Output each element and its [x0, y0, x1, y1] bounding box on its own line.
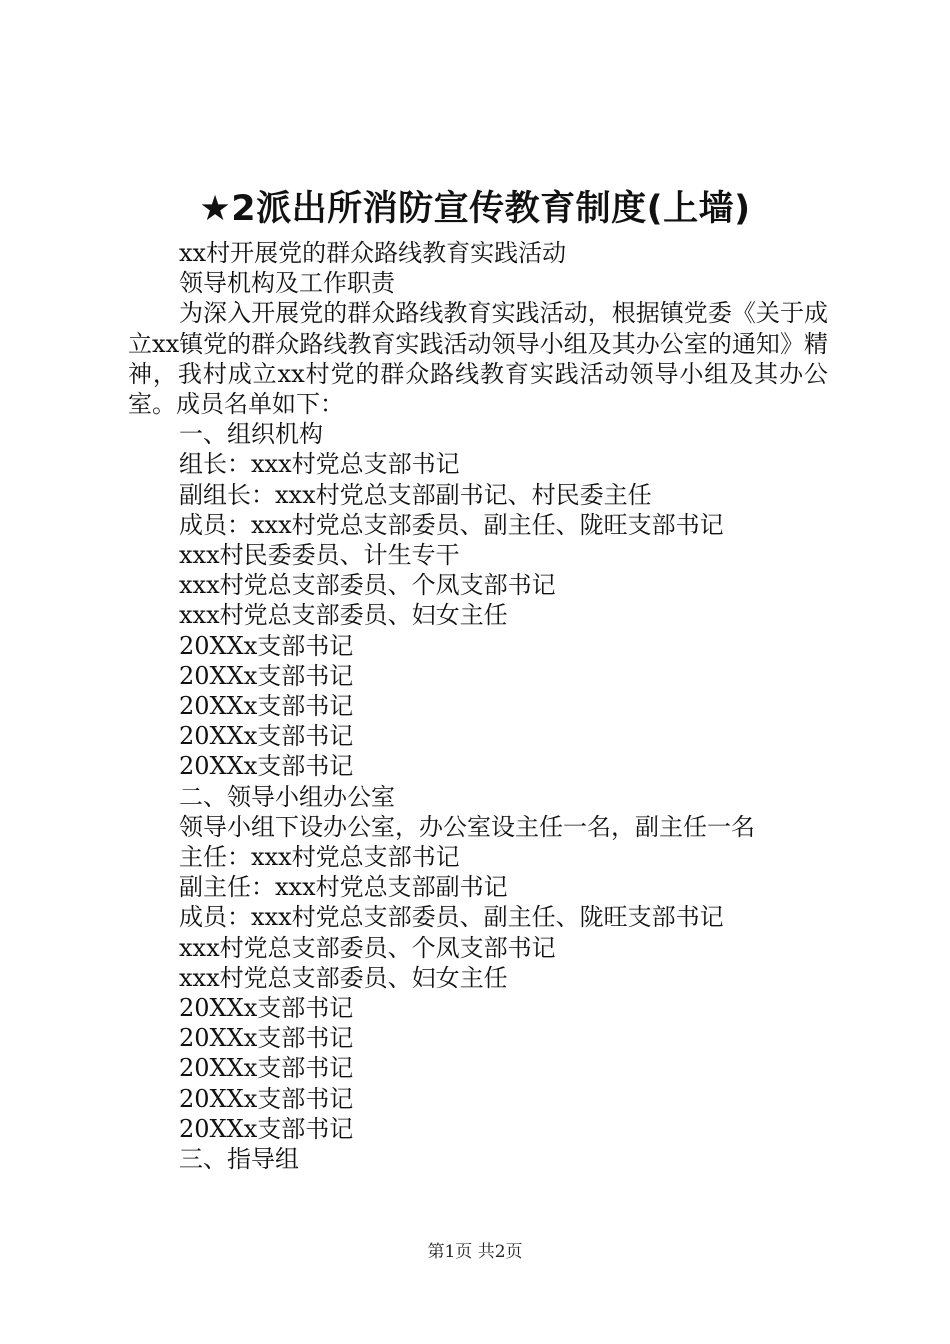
text-line: xxx村党总支部委员、妇女主任 [179, 601, 508, 630]
text-line: 20XXx支部书记 [179, 631, 354, 660]
text-line: xxx村党总支部委员、妇女主任 [179, 963, 508, 992]
text-line: xxx村党总支部委员、个凤支部书记 [179, 571, 556, 600]
text-line: 20XXx支部书记 [179, 1054, 354, 1083]
text-line: 主任：xxx村党总支部书记 [179, 843, 460, 872]
text-line: 20XXx支部书记 [179, 722, 354, 751]
page-footer: 第1页 共2页 [427, 1242, 523, 1262]
text-line: 领导机构及工作职责 [179, 269, 395, 298]
text-line: 20XXx支部书记 [179, 1024, 354, 1053]
text-line: 组长：xxx村党总支部书记 [179, 450, 460, 479]
text-line: 20XXx支部书记 [179, 1114, 354, 1143]
text-line: 成员：xxx村党总支部委员、副主任、陇旺支部书记 [179, 510, 724, 539]
text-line: 副主任：xxx村党总支部副书记 [179, 873, 508, 902]
text-line: 20XXx支部书记 [179, 661, 354, 690]
text-line: 20XXx支部书记 [179, 994, 354, 1023]
text-line: 副组长：xxx村党总支部副书记、村民委主任 [179, 480, 652, 509]
section-heading: 一、组织机构 [179, 420, 323, 449]
document-body [128, 238, 828, 1174]
section-heading: 三、指导组 [179, 1145, 299, 1174]
text-line: 20XXx支部书记 [179, 1084, 354, 1113]
text-line: 成员：xxx村党总支部委员、副主任、陇旺支部书记 [179, 903, 724, 932]
text-line: 20XXx支部书记 [179, 752, 354, 781]
page-title: ★2派出所消防宣传教育制度(上墙) [199, 189, 751, 229]
text-line: 领导小组下设办公室，办公室设主任一名，副主任一名 [179, 812, 755, 841]
text-line: xxx村党总支部委员、个凤支部书记 [179, 933, 556, 962]
text-line: 20XXx支部书记 [179, 692, 354, 721]
intro-paragraph: 为深入开展党的群众路线教育实践活动，根据镇党委《关于成立xx镇党的群众路线教育实践活动领导小组及其办公室的通知》精神，我村成立xx村党的群众路线教育实践活动领导小组及其办公室。成员名单如下： [128, 299, 828, 419]
text-line: xx村开展党的群众路线教育实践活动 [179, 239, 567, 267]
section-heading: 二、领导小组办公室 [179, 782, 395, 811]
text-line: xxx村民委委员、计生专干 [179, 541, 460, 570]
